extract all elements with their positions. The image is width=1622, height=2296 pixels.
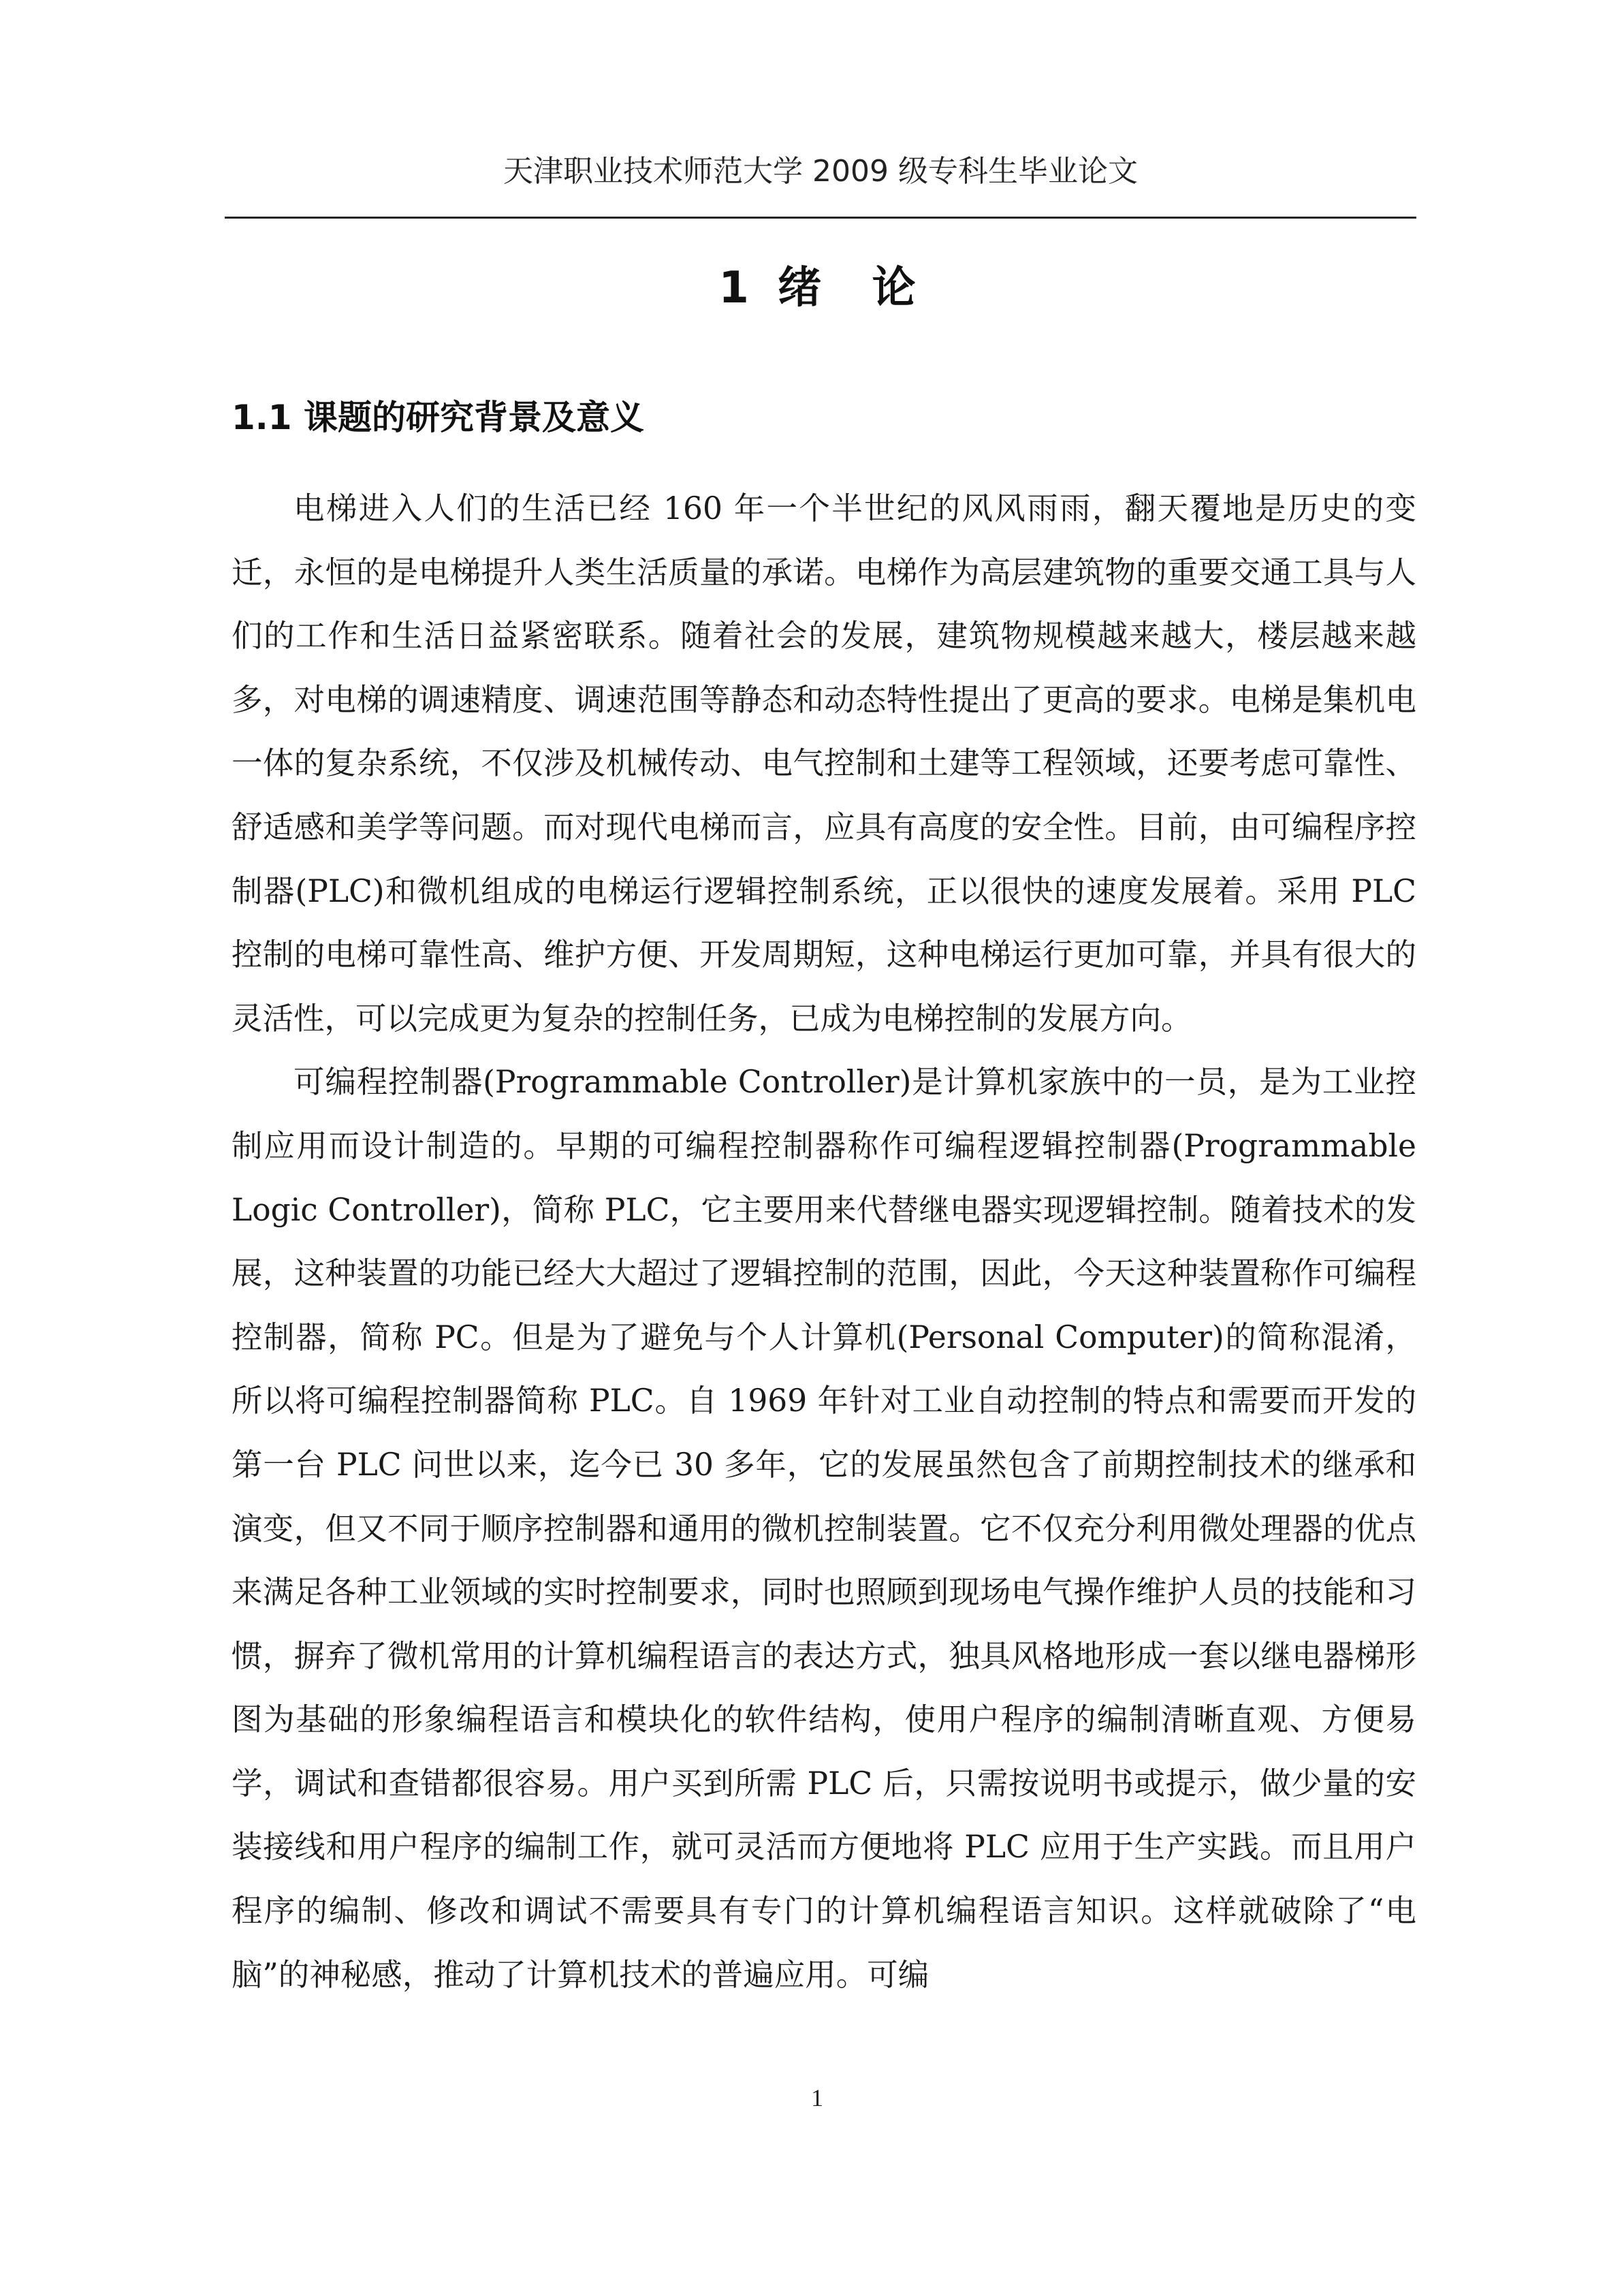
header-rule — [225, 217, 1416, 219]
paragraph: 电梯进入人们的生活已经 160 年一个半世纪的风风雨雨，翻天覆地是历史的变迁，永恒的是电梯提升人类生活质量的承诺。电梯作为高层建筑物的重要交通工具与人们的工作和生活日益紧密联系。随着社会的发展，建筑物规模越来越大，楼层越来越多，对电梯的调速精度、调速范围等静态和动态特性提出了更高的要求。电梯是集机电一体的复杂系统，不仅涉及机械传动、电气控制和土建等工程领域，还要考虑可靠性、舒适感和美学等问题。而对现代电梯而言，应具有高度的安全性。目前，由可编程序控制器(PLC)和微机组成的电梯运行逻辑控制系统，正以很快的速度发展着。采用 PLC 控制的电梯可靠性高、维护方便、开发周期短，这种电梯运行更加可靠，并具有很大的灵活性，可以完成更为复杂的控制任务，已成为电梯控制的发展方向。 — [232, 490, 1416, 1037]
page-number: 1 — [811, 2084, 823, 2111]
chapter-title: 1 绪 论 — [718, 263, 923, 313]
paragraph: 可编程控制器(Programmable Controller)是计算机家族中的一员，是为工业控制应用而设计制造的。早期的可编程控制器称作可编程逻辑控制器(Programmable Logic Controller)，简称 PLC，它主要用来代替继电器实现逻辑控制。随着技术的发展，这种装置的功能已经大大超过了逻辑控制的范围，因此，今天这种装置称作可编程控制器，简称 PC。但是为了避免与个人计算机(Personal Computer)的简称混淆，所以将可编程控制器简称 PLC。自 1969 年针对工业自动控制的特点和需要而开发的第一台 PLC 问世以来，迄今已 30 多年，它的发展虽然包含了前期控制技术的继承和演变，但又不同于顺序控制器和通用的微机控制装置。它不仅充分利用微处理器的优点来满足各种工业领域的实时控制要求，同时也照顾到现场电气操作维护人员的技能和习惯，摒弃了微机常用的计算机编程语言的表达方式，独具风格地形成一套以继电器梯形图为基础的形象编程语言和模块化的软件结构，使用户程序的编制清晰直观、方便易学，调试和查错都很容易。用户买到所需 PLC 后，只需按说明书或提示，做少量的安装接线和用户程序的编制工作，就可灵活而方便地将 PLC 应用于生产实践。而且用户程序的编制、修改和调试不需要具有专门的计算机编程语言知识。这样就破除了“电脑”的神秘感，推动了计算机技术的普遍应用。可编 — [232, 1064, 1416, 1993]
running-header: 天津职业技术师范大学 2009 级专科生毕业论文 — [503, 154, 1138, 189]
section-title: 1.1 课题的研究背景及意义 — [232, 398, 644, 437]
body-text — [232, 477, 1416, 2007]
